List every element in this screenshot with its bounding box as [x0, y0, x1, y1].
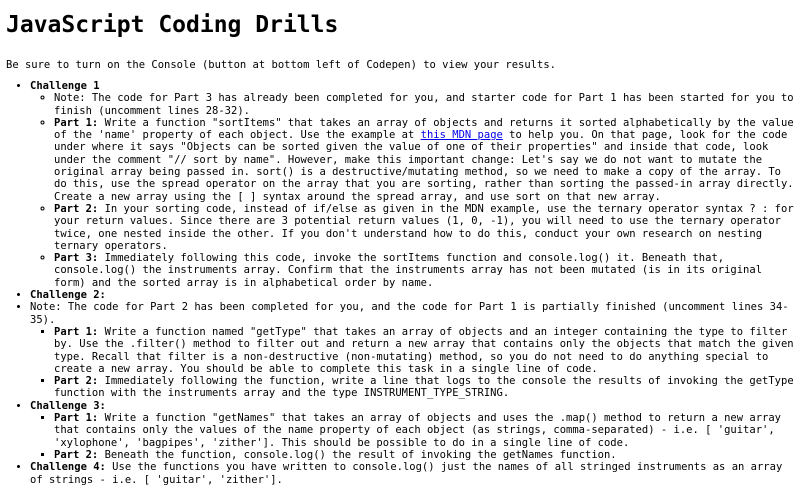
part-label: Part 1: — [54, 116, 99, 129]
challenge-2-note — [30, 301, 794, 399]
part-text: Beneath the function, console.log() the result of invoking the getNames function. — [98, 448, 617, 461]
part-text: Write a function "sortItems" that takes an array of objects and returns it sorted alphabetically by the value of the 'name' property of each object. Use the example at — [54, 116, 794, 142]
challenge-3-part-2 — [54, 449, 794, 461]
challenge-2 — [30, 289, 794, 301]
part-text: Write a function "getNames" that takes an array of objects and uses the .map() method to return a new array that contains only the values of the name property of each object (as strings, comma-separated) - i.e. [ 'guitar', 'xylophone', 'bagpipes', 'zither']. This should be possible to do in a single line of code. — [54, 412, 781, 449]
challenge-1-note: ◦ Note: The code for Part 3 has already been completed for you, and starter code for Part 1 has been started for you to finish (uncomment lines 28-32). — [54, 92, 794, 117]
part-text: Write a function named "getType" that takes an array of objects and an integer containing the type to filter by. Use the .filter() method to filter out and return a new array that contains only the objects that match the given type. Recall that filter is a non-destructive (non-mutating) method, so you do not need to do anything special to create a new array. You should be able to complete this task in a single line of code. — [54, 325, 794, 375]
challenge-3-items — [30, 412, 794, 461]
challenge-2-label: Challenge 2: — [30, 289, 106, 302]
challenge-list — [6, 80, 794, 486]
part-text: Immediately following the function, write a line that logs to the console the results of invoking the getType function with the instruments array and the type INSTRUMENT_TYPE_STRING. — [54, 375, 794, 400]
challenge-3-part-1 — [54, 412, 794, 449]
challenge-4-text: Use the functions you have written to console.log() just the names of all stringed instruments as an array of strings - i.e. [ 'guitar', 'zither']. — [30, 461, 783, 486]
intro-text: Be sure to turn on the Console (button at bottom left of Codepen) to view your results. — [6, 59, 556, 71]
part-label: Part 3: — [54, 252, 99, 265]
challenge-1-part-1 — [54, 117, 794, 203]
challenge-1-part-2 — [54, 203, 794, 252]
challenge-1-items — [30, 92, 794, 289]
challenge-4-label: Challenge 4: — [30, 461, 106, 474]
part-label: Part 1: — [54, 325, 99, 338]
challenge-3 — [30, 400, 794, 461]
note-text: Note: The code for Part 2 has been completed for you, and the code for Part 1 is partially finished (uncomment lines 34-35). — [30, 301, 789, 326]
part-text: In your sorting code, instead of if/else as given in the MDN example, use the ternary operator syntax ? : for your return values. Since there are 3 potential return values (1, 0, -1), you will need to use the ternary operator twice, one nested inside the other. If you don't understand how to do this, conduct your own research on nesting ternary operators. — [54, 202, 794, 252]
part-text: Immediately following this code, invoke the sortItems function and console.log() it. Beneath that, console.log() the instruments array. Confirm that the instruments array has not been mutated (is in its original form) and the sorted array is in alphabetical order by name. — [54, 252, 763, 289]
challenge-2-part-2 — [54, 375, 794, 400]
challenge-1 — [30, 80, 794, 289]
challenge-1-part-3 — [54, 252, 794, 289]
challenge-1-label: Challenge 1 — [30, 80, 100, 92]
challenge-4 — [30, 461, 794, 486]
part-label: Part 1: — [54, 412, 99, 425]
challenge-2-part-1 — [54, 326, 794, 375]
mdn-page-link[interactable]: this MDN page — [420, 129, 503, 142]
page-title: JavaScript Coding Drills — [6, 12, 339, 38]
document-page — [0, 10, 800, 486]
challenge-3-label: Challenge 3: — [30, 399, 106, 412]
challenge-2-items — [30, 326, 794, 400]
part-label: Part 2: — [54, 375, 99, 388]
part-text: to help you. On that page, look for the code under where it says "Objects can be sorted given the value of one of their properties" and inside that code, look under the comment "// sort by name". However, make this important change: Let's say we do not want to mutate the original array being passed in. sort() is a destructive/mutating method, so we need to make a copy of the array. To do this, use the spread operator on the array that you are sorting, rather than sorting the passed-in array directly. Create a new array using the [ ] syntax around the spread array, and use sort on that new array. — [54, 129, 794, 203]
part-label: Part 2: — [54, 448, 99, 461]
part-label: Part 2: — [54, 202, 99, 215]
